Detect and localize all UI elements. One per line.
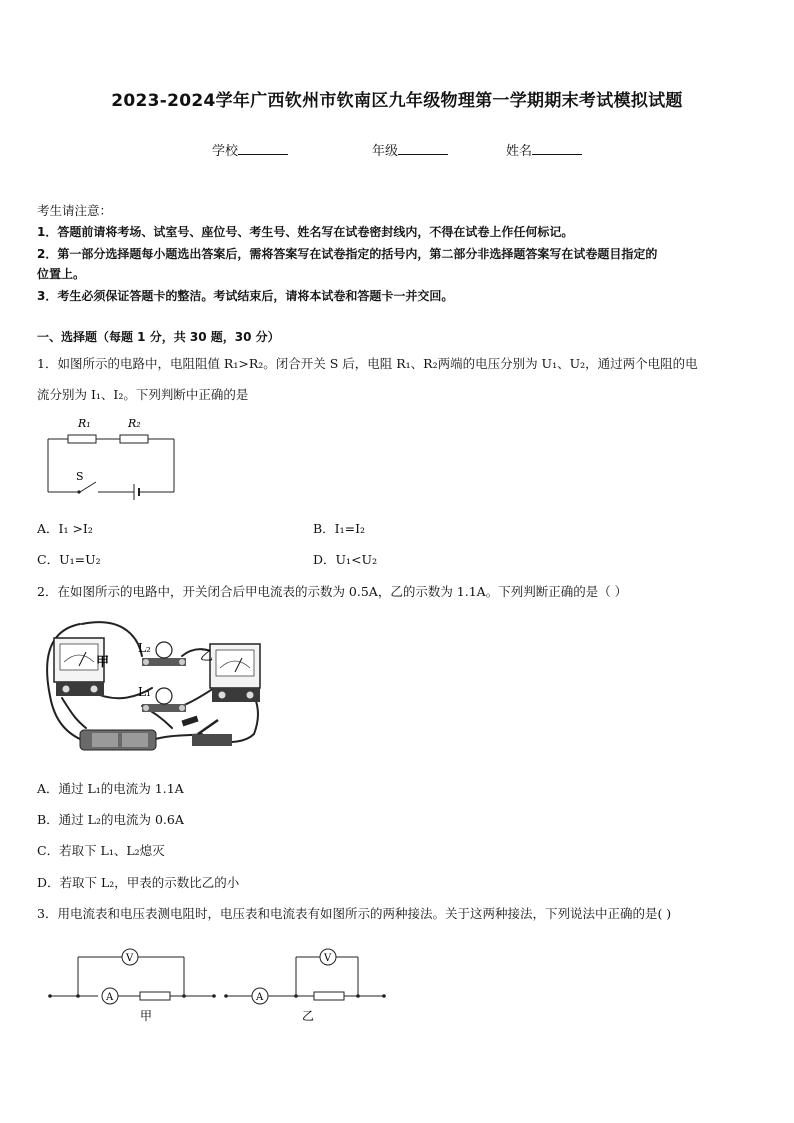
label-r1: R₁ [78,417,91,430]
q1-stem-line-2: 流分别为 I₁、I₂。下列判断中正确的是 [37,387,249,402]
label-yi-q3: 乙 [302,1009,315,1023]
grade-blank[interactable] [398,142,448,155]
name-blank[interactable] [532,142,582,155]
q1-stem-line-1: 1．如图所示的电路中，电阻阻值 R₁>R₂。闭合开关 S 后，电阻 R₁、R₂两端的电压分别为 U₁、U₂，通过两个电阻的电 [37,356,698,371]
q2-option-b[interactable]: B．通过 L₂的电流为 0.6A [37,812,184,827]
q1-option-a[interactable]: A．I₁ >I₂ [37,521,93,536]
notice-item-1: 1．答题前请将考场、试室号、座位号、考生号、姓名写在试卷密封线内，不得在试卷上作任何标记。 [37,225,574,239]
grade-label: 年级 [372,144,399,159]
q3-circuit-diagrams [44,944,394,1028]
name-field[interactable] [506,140,582,159]
label-jia-q3: 甲 [140,1009,153,1023]
notice-item-2-line-2: 位置上。 [37,267,86,281]
label-v-jia: V [126,953,134,964]
label-a-jia: A [106,992,114,1003]
q2-option-d[interactable]: D．若取下 L₂，甲表的示数比乙的小 [37,875,240,890]
q2-stem: 2．在如图所示的电路中，开关闭合后甲电流表的示数为 0.5A，乙的示数为 1.1A。下列判断正确的是（ ） [37,584,628,599]
label-yi: 乙 [200,649,214,664]
notice-item-2-line-1: 2．第一部分选择题每小题选出答案后，需将答案写在试卷指定的括号内，第二部分非选择题答案写在试卷题目指定的 [37,247,658,261]
label-s: S [76,470,84,483]
q3-diagram-yi [226,949,384,1004]
switch-s [80,482,96,492]
q2-option-c[interactable]: C．若取下 L₁、L₂熄灭 [37,843,165,858]
q3-stem: 3．用电流表和电压表测电阻时，电压表和电流表有如图所示的两种接法。关于这两种接法，下列说法中正确的是( ) [37,906,672,921]
battery-pack [80,730,156,750]
notice-item-3: 3．考生必须保证答题卡的整洁。考试结束后，请将本试卷和答题卡一并交回。 [37,289,454,303]
q1-option-b[interactable]: B．I₁=I₂ [313,521,366,536]
q2-circuit-photo [42,616,274,756]
resistor-r1 [68,435,96,443]
label-l1: L₁ [138,685,151,699]
resistor-r2 [120,435,148,443]
knife-switch [181,716,232,746]
grade-field[interactable] [372,140,448,159]
school-label: 学校 [212,144,239,159]
page-title: 2023-2024学年广西钦州市钦南区九年级物理第一学期期末考试模拟试题 [111,91,683,111]
resistor-jia [140,992,170,1000]
section-1-heading: 一、选择题（每题 1 分，共 30 题，30 分） [37,330,280,344]
label-a-yi: A [256,992,264,1003]
label-l2: L₂ [138,641,151,655]
school-field[interactable] [212,140,288,159]
label-r2: R₂ [128,417,141,430]
label-v-yi: V [324,953,332,964]
school-blank[interactable] [238,142,288,155]
notice-heading: 考生请注意： [37,203,113,218]
q1-option-d[interactable]: D．U₁<U₂ [313,552,378,567]
ammeter-yi [210,644,260,702]
q1-circuit-diagram [40,412,185,502]
label-jia: 甲 [96,655,110,670]
q2-option-a[interactable]: A．通过 L₁的电流为 1.1A [37,781,184,796]
resistor-yi [314,992,344,1000]
name-label: 姓名 [506,144,533,159]
q1-option-c[interactable]: C．U₁=U₂ [37,552,101,567]
